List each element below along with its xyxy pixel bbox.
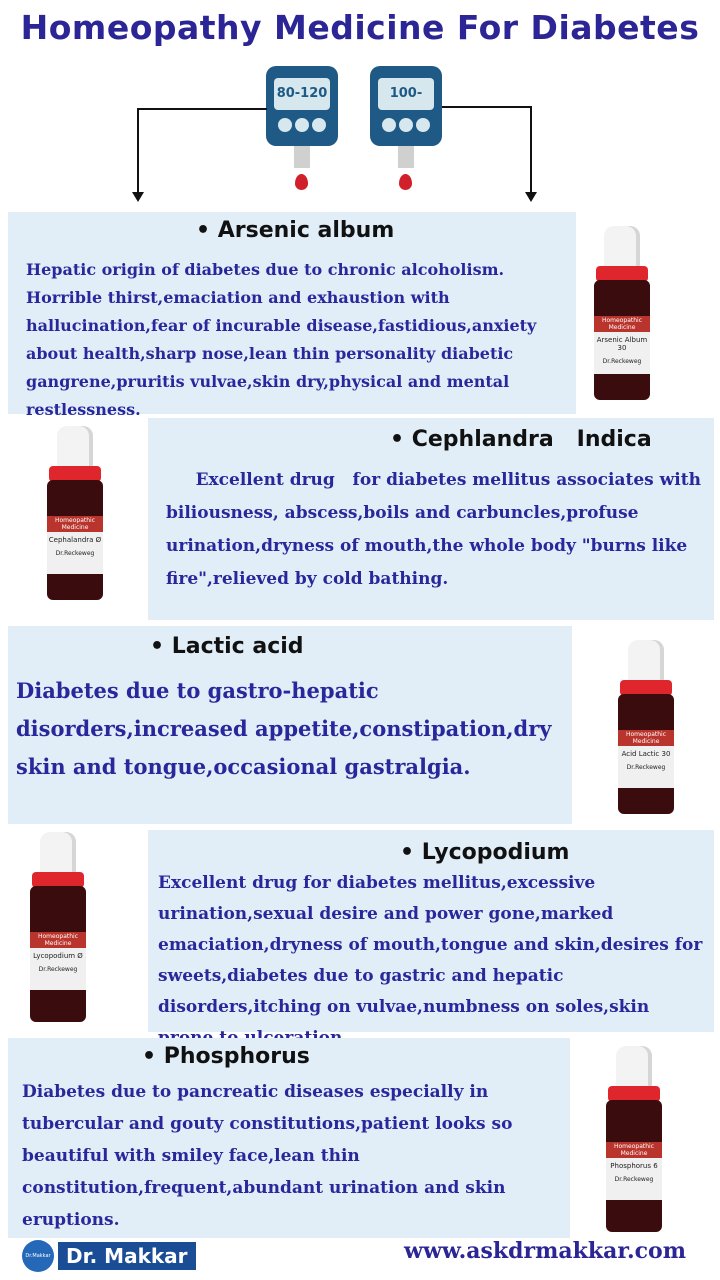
glucose-meter-icon (370, 66, 442, 166)
brand-logo (22, 1240, 198, 1272)
connector-line (137, 108, 267, 110)
remedy-heading: • Arsenic album (196, 218, 395, 243)
website-link[interactable]: www.askdrmakkar.com (404, 1238, 686, 1264)
arrow-down-icon (132, 192, 144, 202)
page-title: Homeopathy Medicine For Diabetes (20, 8, 700, 47)
glucose-meter-icon (266, 66, 338, 166)
connector-line (530, 106, 532, 194)
meter-reading: 80-120 (274, 78, 330, 110)
remedy-description: Hepatic origin of diabetes due to chronic alcoholism. Horrible thirst,emaciation and exhaustion with hallucination,fear of incurable disease,fastidious,anxiety about health,sharp nose,lean thin personality diabetic gangrene,pruritis vulvae,skin dry,physical and mental restlessness. (26, 260, 537, 419)
remedy-heading: • Phosphorus (142, 1044, 310, 1069)
connector-line (442, 106, 532, 108)
remedy-description: Excellent drug for diabetes mellitus associates with biliousness, abscess,boils and carbuncles,profuse urination,dryness of mouth,the whole body "burns like fire",relieved by cold bathing. (166, 470, 707, 589)
logo-text: Dr. Makkar (58, 1242, 196, 1270)
remedy-description: Excellent drug for diabetes mellitus,excessive urination,sexual desire and power gone,marked emaciation,dryness of mouth,tongue and skin,desires for sweets,diabetes due to gastric and hepatic disorders,itching on vulvae,numbness on soles,skin (158, 873, 703, 1017)
connector-line (137, 108, 139, 194)
arrow-down-icon (525, 192, 537, 202)
remedy-heading: • Cephlandra Indica (390, 427, 652, 452)
remedy-description: Diabetes due to gastro-hepatic disorders,increased appetite,constipation,dry skin and tongue,occasional gastralgia. (16, 678, 552, 779)
blood-drop-icon (399, 174, 412, 190)
remedy-heading: • Lycopodium (400, 840, 570, 865)
logo-emblem-icon: Dr.Makkar (22, 1240, 54, 1272)
meter-reading: 100-1 (378, 78, 434, 110)
blood-drop-icon (295, 174, 308, 190)
remedy-description: Diabetes due to pancreatic diseases especially in tubercular and gouty constitutions,patient looks so beautiful with smiley face,lean thin constitution,frequent,abundant urination and skin eruptions. (22, 1082, 513, 1230)
remedy-heading: • Lactic acid (150, 634, 304, 659)
